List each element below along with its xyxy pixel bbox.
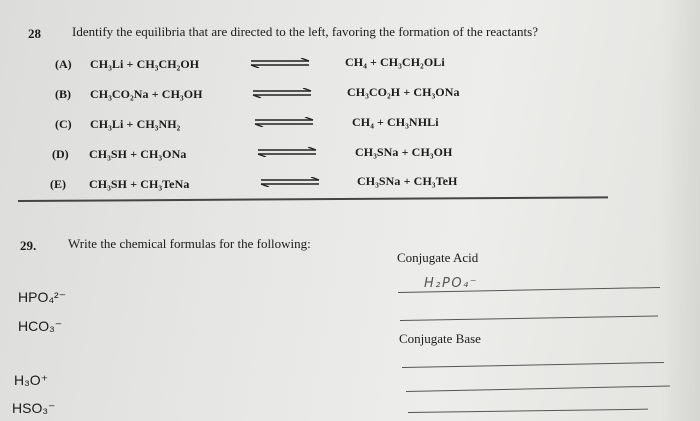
equilibrium-arrow-icon bbox=[256, 147, 314, 157]
reactants: CH₃SH + CH₃ONa bbox=[89, 147, 187, 161]
products: CH₃CO₂H + CH₃ONa bbox=[347, 85, 460, 99]
handwritten-answer: H₂PO₄⁻ bbox=[424, 276, 479, 291]
reactants: CH₃Li + CH₃CH₂OH bbox=[90, 57, 200, 71]
reactants: CH₃CO₂Na + CH₃OH bbox=[90, 87, 203, 101]
answer-line bbox=[406, 385, 670, 392]
question-28-prompt: Identify the equilibria that are directed to the left, favoring the formation of the reactants? bbox=[72, 24, 539, 39]
question-29-prompt: Write the chemical formulas for the following: bbox=[68, 236, 311, 251]
ion-hso3: HSO₃⁻ bbox=[12, 400, 56, 416]
equilibrium-arrow-icon bbox=[259, 177, 317, 187]
answer-line bbox=[402, 362, 664, 368]
section-divider bbox=[18, 196, 608, 202]
equilibrium-arrow-icon bbox=[253, 117, 311, 127]
option-letter: (C) bbox=[55, 117, 72, 131]
equilibrium-arrow-icon bbox=[251, 88, 309, 98]
option-letter: (D) bbox=[52, 147, 69, 161]
products: CH₃SNa + CH₃OH bbox=[355, 145, 453, 159]
conjugate-base-heading: Conjugate Base bbox=[399, 331, 481, 346]
reactants: CH₃SH + CH₃TeNa bbox=[89, 177, 190, 191]
question-29-number: 29. bbox=[20, 238, 37, 253]
ion-hpo4: HPO₄²⁻ bbox=[18, 289, 67, 305]
reactants: CH₃Li + CH₃NH₂ bbox=[90, 117, 181, 131]
ion-hco3: HCO₃⁻ bbox=[18, 318, 63, 334]
option-letter: (E) bbox=[50, 177, 66, 191]
option-letter: (A) bbox=[55, 57, 72, 71]
answer-line bbox=[408, 409, 648, 414]
question-28-number: 28 bbox=[28, 26, 41, 41]
option-letter: (B) bbox=[55, 87, 71, 101]
conjugate-acid-heading: Conjugate Acid bbox=[397, 250, 479, 265]
products: CH₄ + CH₃CH₂OLi bbox=[345, 55, 445, 69]
ion-h3o: H₃O⁺ bbox=[14, 372, 49, 388]
equilibrium-arrow-icon bbox=[249, 58, 307, 68]
page-shadow bbox=[660, 0, 700, 421]
answer-line bbox=[400, 315, 658, 321]
products: CH₄ + CH₃NHLi bbox=[352, 115, 439, 129]
products: CH₃SNa + CH₃TeH bbox=[357, 174, 458, 188]
